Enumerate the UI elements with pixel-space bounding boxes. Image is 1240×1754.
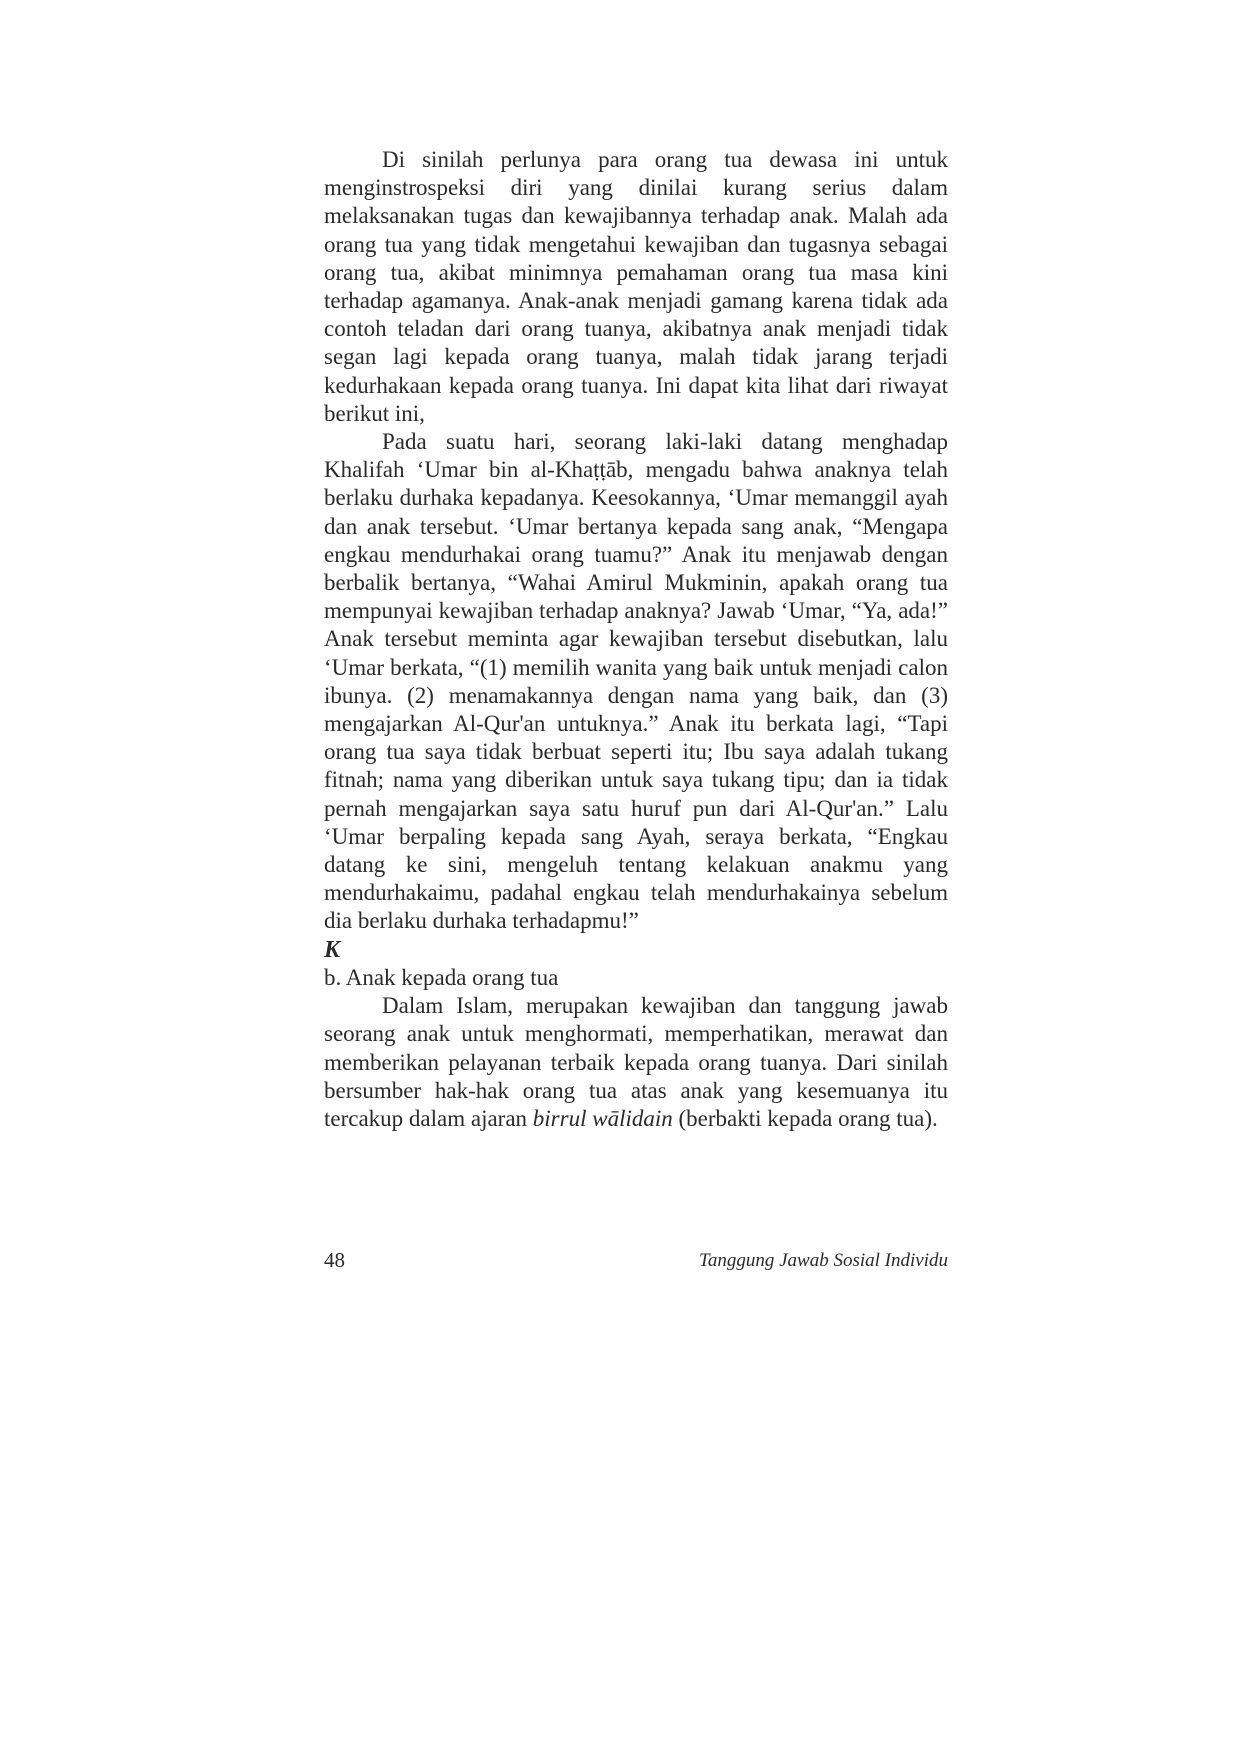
birrul-walidain-term: birrul wālidain — [532, 1105, 673, 1131]
paragraph-story: Pada suatu hari, seorang laki-laki datang menghadap Khalifah ‘Umar bin al-Khaṭṭāb, mengadu bahwa anaknya telah berlaku durhaka kepadanya. Keesokannya, ‘Umar memanggil ayah dan anak tersebut. ‘Umar bertanya kepada sang anak, “Mengapa engkau mendurhakai orang tuamu?” Anak itu menjawab dengan berbalik bertanya, “Wahai Amirul Mukminin, apakah orang tua mempunyai kewajiban terhadap anaknya? Jawab ‘Umar, “Ya, ada!” Anak tersebut meminta agar kewajiban tersebut disebutkan, lalu ‘Umar berkata, “(1) memilih wanita yang baik untuk menjadi calon ibunya. (2) menamakannya dengan nama yang baik, dan (3) mengajarkan Al-Qur'an untuknya.” Anak itu berkata lagi, “Tapi orang tua saya tidak berbuat seperti itu; Ibu saya adalah tukang fitnah; nama yang diberikan untuk saya tukang tipu; dan ia tidak pernah mengajarkan saya satu huruf pun dari Al-Qur'an.” Lalu ‘Umar berpaling kepada sang Ayah, seraya berkata, “Engkau datang ke sini, mengeluh tentang kelakuan anakmu yang mendurhakaimu, padahal engkau telah mendurhakainya sebelum dia berlaku durhaka terhadapmu!” — [324, 429, 948, 934]
paragraph-child-duty-text: Dalam Islam, merupakan kewajiban dan tanggung jawab seorang anak untuk menghormati, memperhatikan, merawat dan memberikan pelayanan terbaik kepada orang tuanya. Dari sinilah bersumber hak-hak orang tua atas anak yang kesemuanya itu tercakup dalam ajaran — [324, 993, 948, 1131]
page-number: 48 — [324, 1248, 345, 1272]
paragraph-child-duty — [324, 992, 948, 1133]
paragraph-child-duty-end: (berbakti kepada orang tua). — [672, 1105, 938, 1131]
subheading: b. Anak kepada orang tua — [324, 964, 559, 990]
body-text — [324, 146, 948, 1133]
section-marker: K — [324, 936, 341, 963]
paragraph-intro: Di sinilah perlunya para orang tua dewasa ini untuk menginstrospeksi diri yang dinilai kurang serius dalam melaksanakan tugas dan kewajibannya terhadap anak. Malah ada orang tua yang tidak mengetahui kewajiban dan tugasnya sebagai orang tua, akibat minimnya pemahaman orang tua masa kini terhadap agamanya. Anak-anak menjadi gamang karena tidak ada contoh teladan dari orang tuanya, akibatnya anak menjadi tidak segan lagi kepada orang tuanya, malah tidak jarang terjadi kedurhakaan kepada orang tuanya. Ini dapat kita lihat dari riwayat berikut ini, — [324, 147, 948, 426]
running-footer-title: Tanggung Jawab Sosial Individu — [699, 1250, 948, 1271]
